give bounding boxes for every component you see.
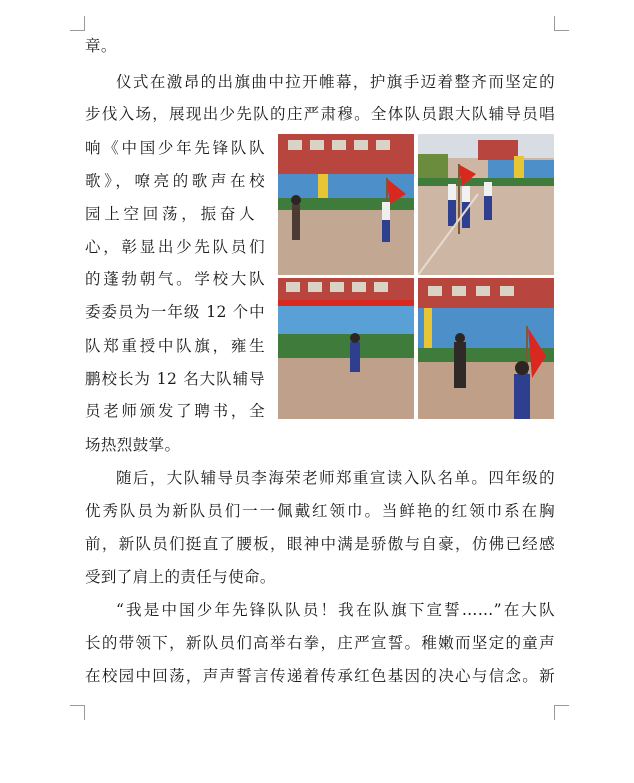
text-line: 随后，大队辅导员李海荣老师郑重宣读入队名单。四年级的 (116, 469, 555, 487)
crop-mark-bottom-right (554, 705, 569, 720)
text-line: 响《中国少年先锋队队 (85, 139, 265, 157)
crop-mark-top-right (554, 16, 569, 31)
text-line: 优秀队员为新队员们一一佩戴红领巾。当鲜艳的红领巾系在胸 (85, 502, 555, 520)
flag-guard-entry-photo (278, 134, 414, 275)
text-line: 章。 (85, 37, 117, 55)
text-line: “我是中国少年先锋队队员！我在队旗下宣誓……”在大队 (116, 601, 555, 619)
crop-mark-bottom-left (70, 705, 85, 720)
text-line: 鹏校长为 12 名大队辅导 (85, 370, 265, 388)
photo-collage (278, 134, 554, 420)
text-line: 园上空回荡，振奋人 (85, 205, 255, 223)
flag-march-photo (418, 134, 554, 275)
text-line: 委委员为一年级 12 个中 (85, 303, 265, 321)
text-line: 员老师颁发了聘书，全 (85, 402, 265, 420)
text-line: 在校园中回荡，声声誓言传递着传承红色基因的决心与信念。新 (85, 667, 555, 685)
text-line: 步伐入场，展现出少先队的庄严肃穆。全体队员跟大队辅导员唱 (85, 105, 555, 123)
text-line: 前，新队员们挺直了腰板，眼神中满是骄傲与自豪，仿佛已经感 (85, 535, 555, 553)
flag-ceremony-photo (418, 278, 554, 419)
text-line: 队郑重授中队旗，雍生 (85, 337, 265, 355)
text-line: 心，彰显出少先队员们 (85, 238, 265, 256)
text-line: 长的带领下，新队员们高举右拳，庄严宣誓。稚嫩而坚定的童声 (85, 634, 555, 652)
text-line: 仪式在激昂的出旗曲中拉开帷幕，护旗手迈着整齐而坚定的 (116, 73, 555, 91)
text-line: 场热烈鼓掌。 (85, 436, 181, 454)
crop-mark-top-left (70, 16, 85, 31)
text-line: 的蓬勃朝气。学校大队 (85, 270, 265, 288)
text-line: 歌》，嘹亮的歌声在校 (85, 172, 265, 190)
student-on-stage-photo (278, 278, 414, 419)
text-line: 受到了肩上的责任与使命。 (85, 568, 276, 586)
